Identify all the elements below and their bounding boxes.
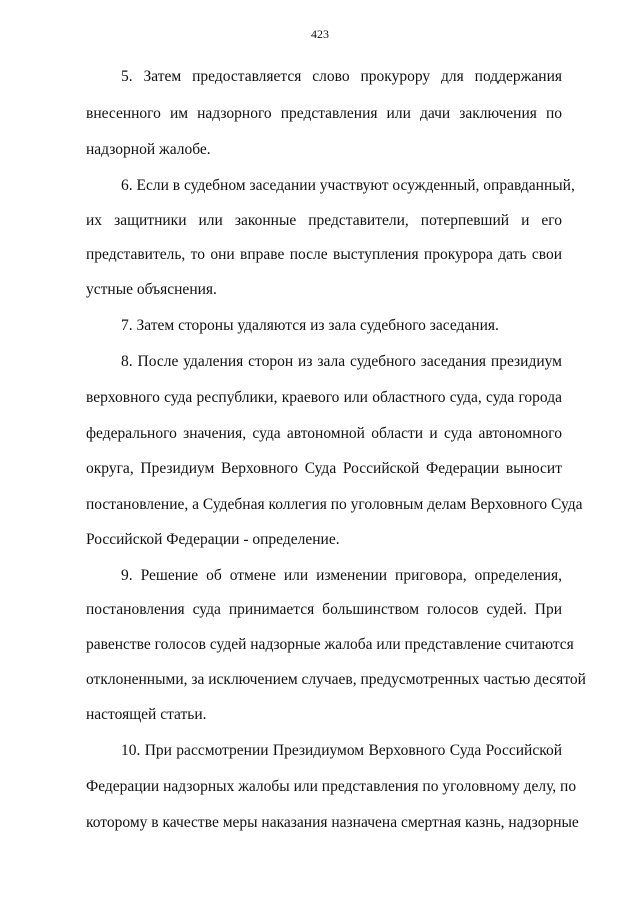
text-line: которому в качестве меры наказания назначена смертная казнь, надзорные bbox=[86, 814, 579, 831]
text-line: постановление, а Судебная коллегия по уголовным делам Верховного Суда bbox=[86, 496, 583, 513]
text-line: 5. Затем предоставляется слово прокурору для поддержания bbox=[121, 68, 562, 85]
text-line: Российской Федерации - определение. bbox=[86, 531, 340, 548]
text-line: надзорной жалобе. bbox=[86, 141, 211, 158]
text-line: отклоненными, за исключением случаев, предусмотренных частью десятой bbox=[86, 671, 586, 688]
text-line: 10. При рассмотрении Президиумом Верховного Суда Российской bbox=[121, 742, 562, 759]
text-line: Федерации надзорных жалобы или представления по уголовному делу, по bbox=[86, 778, 577, 795]
text-line: 8. После удаления сторон из зала судебного заседания президиум bbox=[121, 353, 562, 370]
text-line: устные объяснения. bbox=[86, 281, 217, 298]
text-line: их защитники или законные представители, потерпевший и его bbox=[86, 212, 562, 229]
text-line: 9. Решение об отмене или изменении приговора, определения, bbox=[121, 567, 562, 584]
text-line: верховного суда республики, краевого или областного суда, суда города bbox=[86, 389, 562, 406]
text-line: постановления суда принимается большинством голосов судей. При bbox=[86, 601, 562, 618]
text-line: равенстве голосов судей надзорные жалоба или представление считаются bbox=[86, 636, 574, 653]
text-line: внесенного им надзорного представления или дачи заключения по bbox=[86, 105, 562, 122]
text-line: 7. Затем стороны удаляются из зала судебного заседания. bbox=[121, 317, 499, 334]
text-line: округа, Президиум Верховного Суда Российской Федерации выносит bbox=[86, 460, 562, 477]
text-line: представитель, то они вправе после выступления прокурора дать свои bbox=[86, 246, 562, 263]
text-line: федерального значения, суда автономной области и суда автономного bbox=[86, 425, 562, 442]
page-number: 423 bbox=[311, 27, 329, 41]
text-line: 6. Если в судебном заседании участвуют осужденный, оправданный, bbox=[121, 177, 575, 194]
text-line: настоящей статьи. bbox=[86, 706, 207, 723]
